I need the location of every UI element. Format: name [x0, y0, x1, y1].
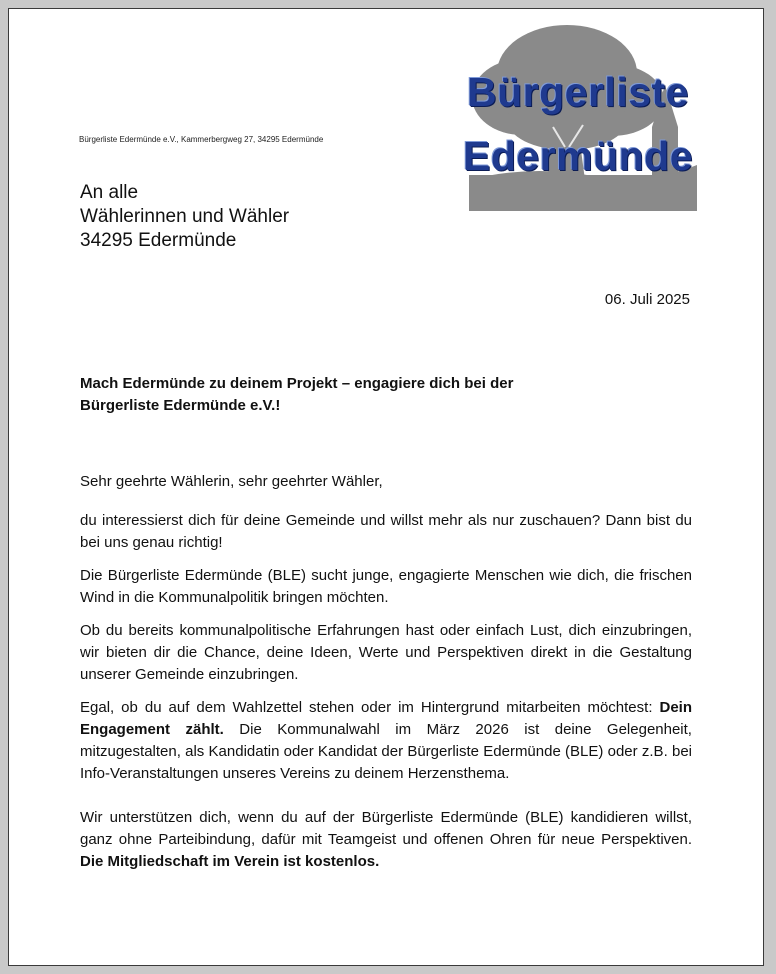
- body-paragraph: du interessierst dich für deine Gemeinde und willst mehr als nur zuschauen? Dann bist du bei uns genau richtig!: [80, 512, 692, 551]
- letter-page: [8, 8, 764, 966]
- recipient-line: An alle: [80, 182, 139, 203]
- recipient-address: [80, 181, 289, 253]
- letter-subject: [80, 373, 640, 417]
- emphasis-text: Die Mitgliedschaft im Verein ist kostenlos.: [80, 853, 380, 870]
- paragraph-text: Egal, ob du auf dem Wahlzettel stehen oder im Hintergrund mitarbeiten möchtest:: [80, 699, 660, 716]
- recipient-line: 34295 Edermünde: [80, 230, 237, 251]
- body-paragraph: [80, 807, 692, 873]
- salutation: Sehr geehrte Wählerin, sehr geehrter Wähler,: [80, 473, 383, 490]
- body-paragraph: Ob du bereits kommunalpolitische Erfahrungen hast oder einfach Lust, dich einzubringen, wir bieten dir die Chance, deine Ideen, Werte und Perspektiven direkt in die Gestaltung unserer Gemeinde einzubringen.: [80, 622, 692, 683]
- paragraph-text: Die Kommunalwahl im März 2026 ist deine Gelegenheit, mitzugestalten, als Kandidatin oder Kandidat der Bürgerliste Edermünde (BLE) oder z.B. bei Info-Veranstaltungen unseres Vereins zu deinem Herzensthema.: [80, 721, 692, 782]
- letter-body: [80, 471, 692, 884]
- recipient-line: Wählerinnen und Wähler: [80, 206, 290, 227]
- logo-text-line2: Edermünde: [462, 133, 694, 179]
- body-paragraph: Die Bürgerliste Edermünde (BLE) sucht junge, engagierte Menschen wie dich, die frischen Wind in die Kommunalpolitik bringen möchten.: [80, 567, 692, 606]
- subject-line: Bürgerliste Edermünde e.V.!: [80, 397, 281, 414]
- paragraph-text: Wir unterstützen dich, wenn du auf der Bürgerliste Edermünde (BLE) kandidieren willst, ganz ohne Parteibindung, dafür mit Teamgeist und offenen Ohren für neue Perspektiven.: [80, 809, 692, 848]
- logo-text-line1: Bürgerliste: [467, 69, 689, 115]
- sender-address-line: Bürgerliste Edermünde e.V., Kammerbergweg 27, 34295 Edermünde: [79, 135, 324, 144]
- organization-logo: [447, 15, 709, 211]
- emphasis-text: Dein Engagement zählt.: [80, 699, 692, 738]
- body-paragraph: [80, 697, 692, 785]
- subject-line: Mach Edermünde zu deinem Projekt – engagiere dich bei der: [80, 375, 514, 392]
- letter-date: 06. Juli 2025: [604, 291, 690, 308]
